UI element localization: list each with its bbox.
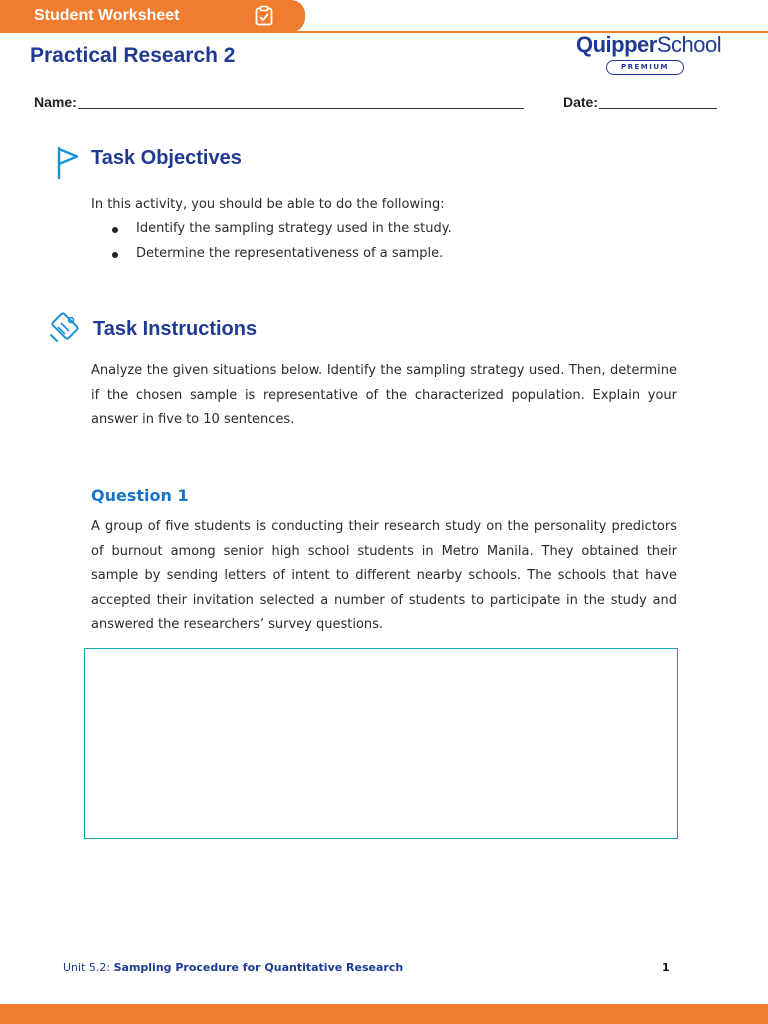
list-item: Determine the representativeness of a sample. — [112, 242, 452, 267]
footer-bar — [0, 1004, 768, 1024]
bullet-dot — [112, 227, 118, 233]
page-number: 1 — [662, 961, 670, 974]
question-1-title: Question 1 — [91, 486, 189, 505]
date-field[interactable] — [599, 108, 717, 109]
answer-box[interactable] — [84, 648, 678, 839]
worksheet-header-tab — [0, 0, 305, 32]
clipboard-check-icon — [253, 5, 275, 27]
task-instructions-heading: Task Instructions — [93, 318, 258, 340]
flag-icon — [56, 146, 80, 180]
task-objectives-heading: Task Objectives — [91, 147, 242, 169]
premium-badge: PREMIUM — [606, 60, 684, 75]
question-1-text: A group of five students is conducting their research study on the personality predictors of burnout among senior high school students in Metro Manila. They obtained their sample by sending letters of intent to different nearby schools. The schools that have accepted their invitation selected a number of students to participate in the study and answered the researchers’ survey questions. — [91, 519, 677, 632]
date-label: Date: — [563, 94, 599, 110]
footer-unit-title: Sampling Procedure for Quantitative Research — [113, 961, 404, 974]
name-field[interactable] — [78, 108, 524, 109]
objectives-intro: In this activity, you should be able to do the following: — [91, 197, 445, 212]
page-title: Practical Research 2 — [30, 44, 236, 67]
instructions-icon — [47, 311, 81, 345]
instructions-text: Analyze the given situations below. Identify the sampling strategy used. Then, determine if the chosen sample is representative of the characterized population. Explain your answer in five to 10 sentences. — [91, 363, 677, 427]
footer-unit-prefix: Unit 5.2: — [63, 961, 114, 974]
list-item: Identify the sampling strategy used in the study. — [112, 217, 452, 242]
quipper-school-logo — [576, 32, 722, 75]
objectives-list — [112, 217, 452, 267]
name-label: Name: — [34, 94, 77, 110]
bullet-dot — [112, 252, 118, 258]
logo-wordmark: QuipperSchool — [576, 32, 722, 57]
footer-unit — [63, 961, 403, 974]
worksheet-tab-label: Student Worksheet — [34, 7, 180, 24]
